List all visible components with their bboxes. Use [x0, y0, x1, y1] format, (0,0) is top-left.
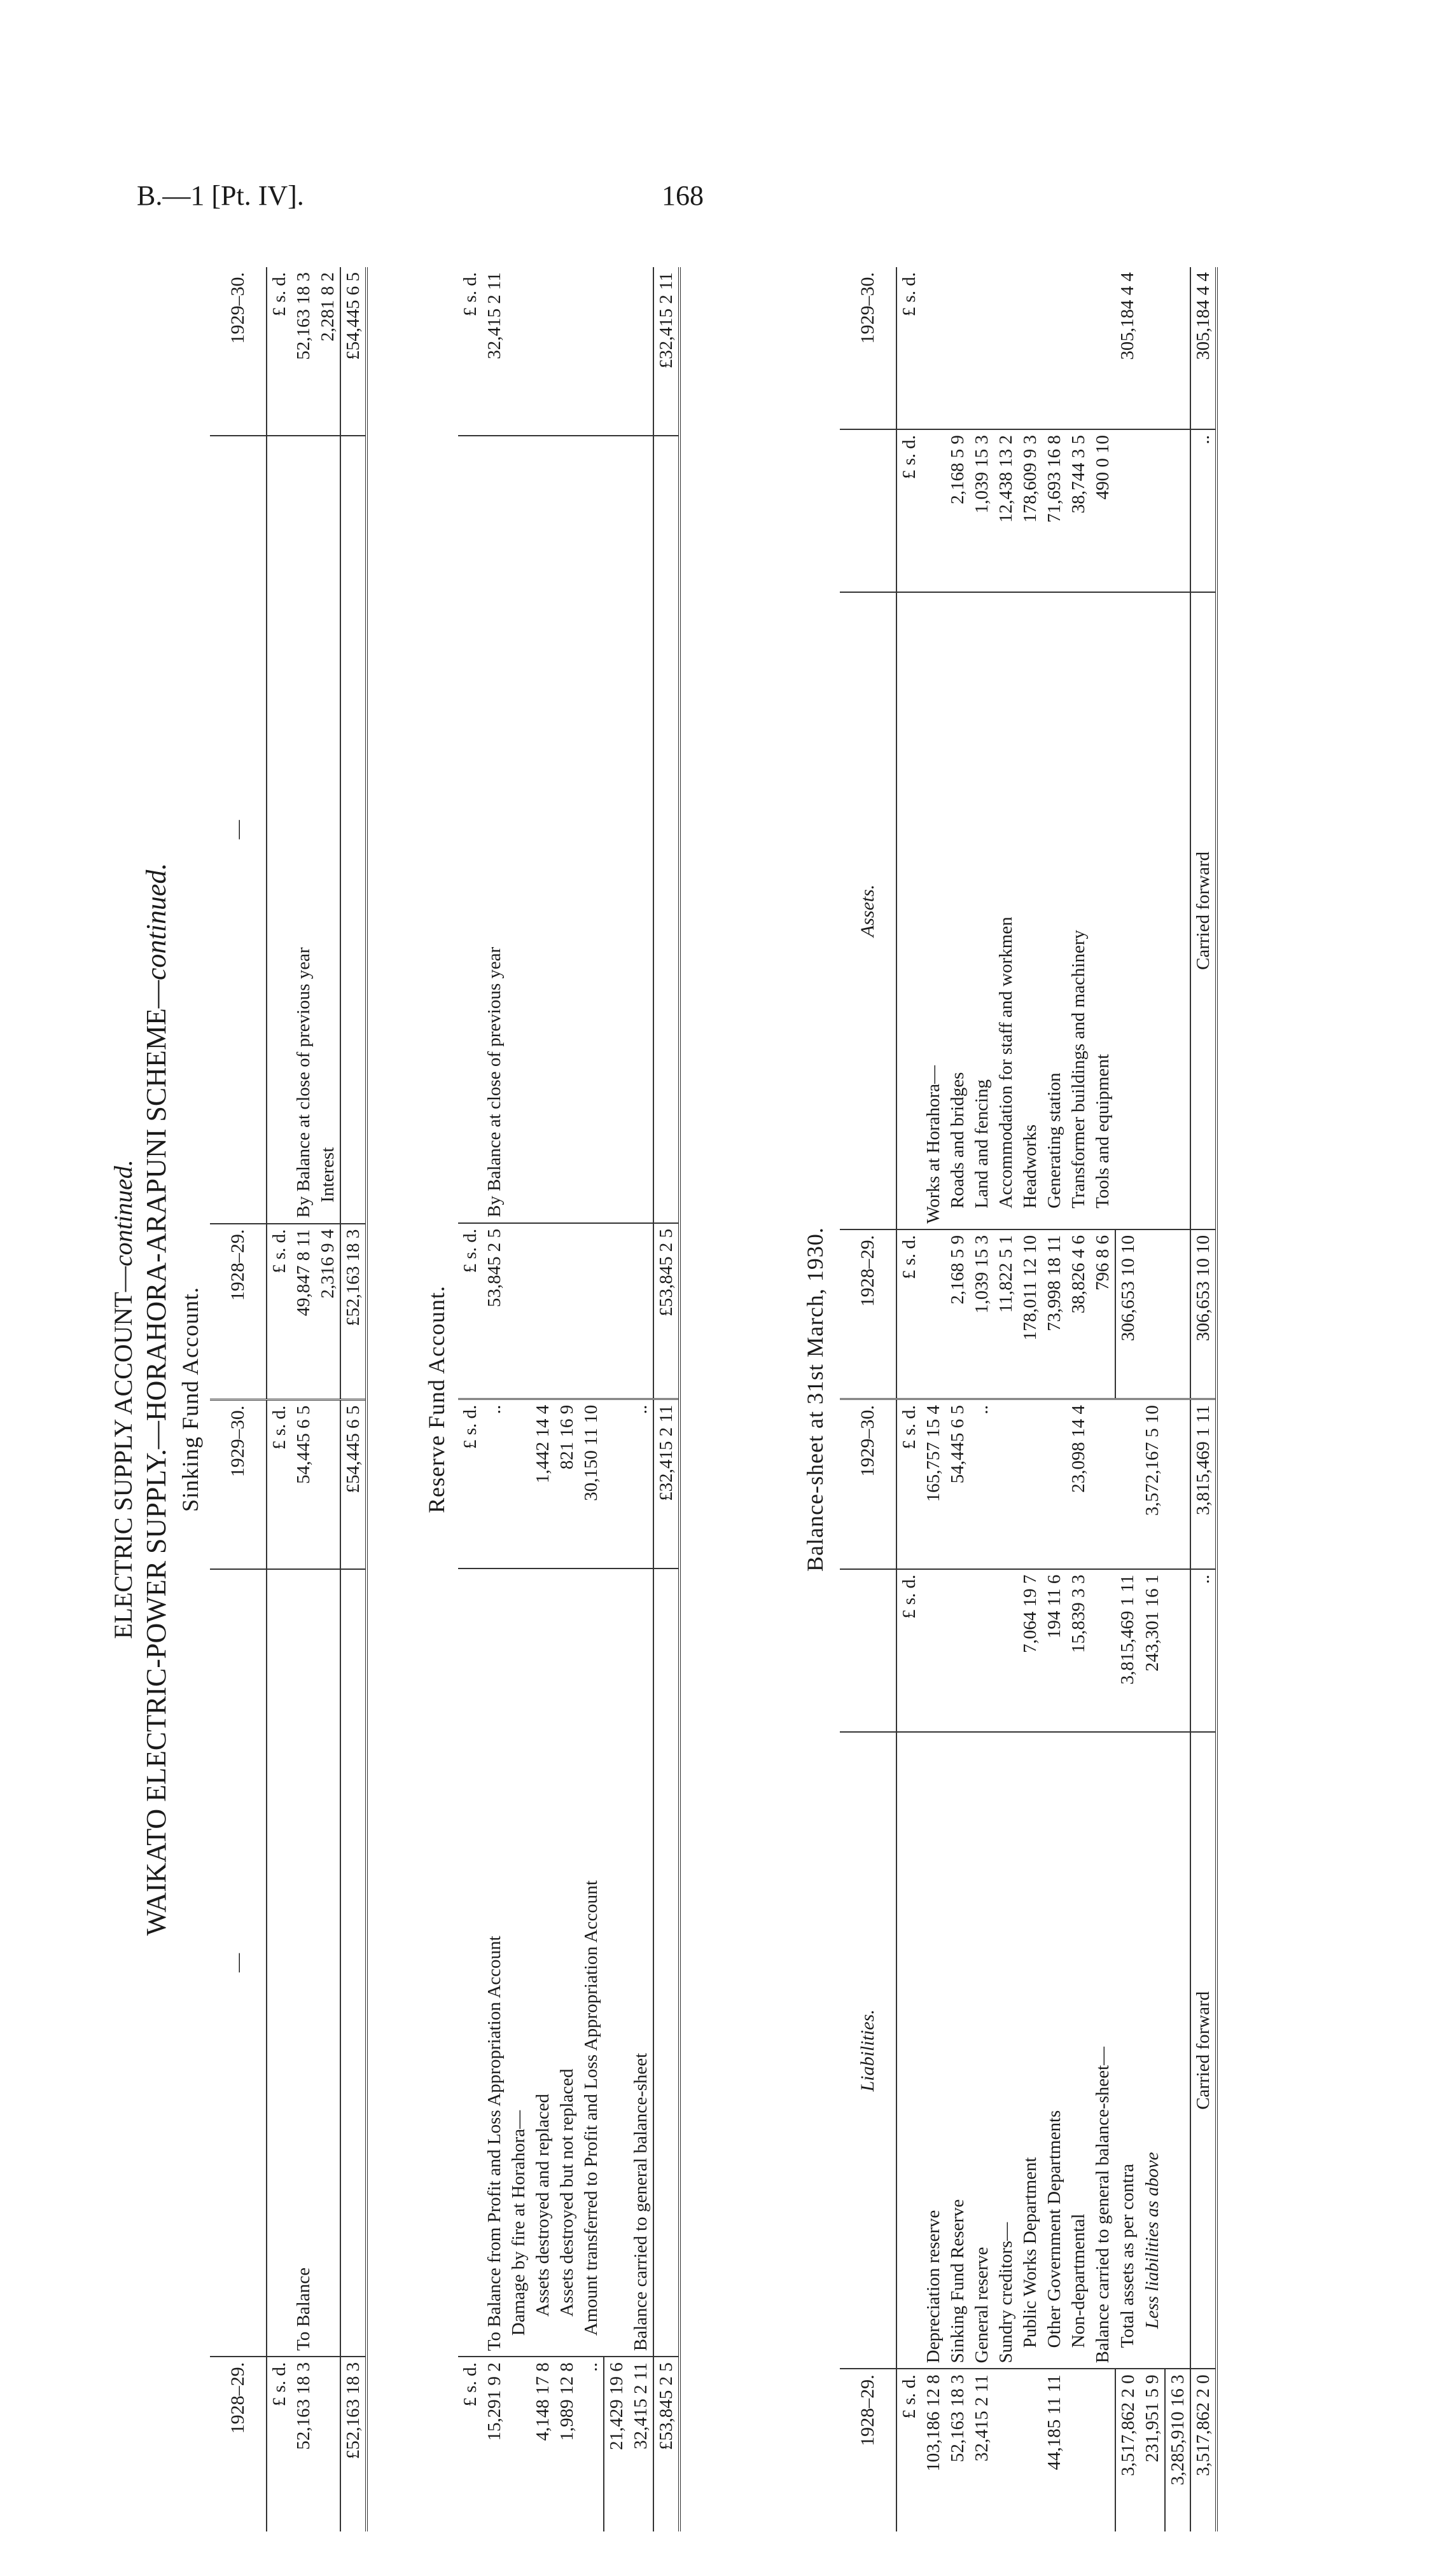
- amount: 32,415 2 11: [631, 2362, 651, 2449]
- entry-label: Non-departmental: [1066, 1732, 1091, 2369]
- amount: 30,150 11 10: [579, 1399, 604, 1568]
- total: £54,445 6 5: [340, 1399, 366, 1569]
- units: £ s. d.: [267, 1399, 291, 1569]
- page-number: 168: [662, 180, 704, 211]
- amount: 15,291 9 2: [484, 2362, 505, 2441]
- amount: 194 11 6: [1042, 1569, 1066, 1733]
- units: £ s. d.: [896, 1229, 921, 1399]
- units: £ s. d.: [896, 1569, 921, 1733]
- units: £ s. d.: [899, 2374, 919, 2419]
- liabilities-heading: Liabilities.: [840, 1732, 896, 2369]
- units: £ s. d.: [458, 1223, 482, 1399]
- amount: 243,301 16 1: [1140, 1569, 1165, 1733]
- amount: 12,438 13 2: [994, 429, 1018, 592]
- amount: 44,185 11 11: [1044, 2374, 1064, 2470]
- amount: 54,445 6 5: [291, 1399, 316, 1569]
- amount: 3,285,910 16 3: [1165, 2369, 1190, 2531]
- balance-sheet-heading: Balance-sheet at 31st March, 1930.: [802, 1227, 828, 1572]
- entry-label: To Balance from Profit and Loss Appropriation Account: [482, 1568, 506, 2357]
- title-line-1: ELECTRIC SUPPLY ACCOUNT—continued.: [109, 1160, 137, 1639]
- entry-label: General reserve: [970, 1732, 994, 2369]
- amount: 73,998 18 11: [1042, 1229, 1066, 1399]
- entry-label: Generating station: [1042, 592, 1066, 1229]
- units: £ s. d.: [896, 429, 921, 592]
- reserve-fund-heading: Reserve Fund Account.: [424, 1285, 449, 1513]
- entry-label: Other Government Departments: [1042, 1732, 1066, 2369]
- amount: 165,757 15 4: [921, 1399, 945, 1569]
- rotated-page: [102, 223, 1374, 2576]
- amount: 2,316 9 4: [316, 1224, 340, 1400]
- total: £32,415 2 11: [653, 1399, 680, 1568]
- amount: 490 0 10: [1091, 429, 1115, 592]
- amount: 38,744 3 5: [1066, 429, 1091, 592]
- amount: 32,415 2 11: [972, 2374, 992, 2462]
- entry-label: Total assets as per contra: [1115, 1732, 1140, 2369]
- amount: 1,442 14 4: [531, 1399, 555, 1568]
- units: £ s. d.: [269, 2362, 289, 2407]
- amount: 2,168 5 9: [945, 1229, 970, 1399]
- amount: 54,445 6 5: [945, 1399, 970, 1569]
- total: £52,163 18 3: [340, 1224, 366, 1400]
- amount: 178,609 9 3: [1018, 429, 1042, 592]
- entry-label: Public Works Department: [1018, 1732, 1042, 2369]
- entry-label: Sundry creditors—: [994, 1732, 1018, 2369]
- amount: 3,517,862 2 0: [1115, 2369, 1140, 2531]
- amount: 32,415 2 11: [482, 267, 506, 436]
- amount: 178,011 12 10: [1018, 1229, 1042, 1399]
- amount: 52,163 18 3: [291, 267, 316, 436]
- amount: 49,847 8 11: [291, 1224, 316, 1400]
- amount: 821 16 9: [555, 1399, 579, 1568]
- amount: 15,839 3 3: [1066, 1569, 1091, 1733]
- entry-label: Amount transferred to Profit and Loss Appropriation Account: [579, 1568, 604, 2357]
- units: £ s. d.: [458, 267, 482, 436]
- amount: 1,989 12 8: [557, 2362, 577, 2441]
- amount: 71,693 16 8: [1042, 429, 1066, 592]
- units: £ s. d.: [267, 1224, 291, 1400]
- amount: 11,822 5 1: [994, 1229, 1018, 1399]
- entry-label: By Balance at close of previous year: [291, 436, 316, 1223]
- entry-label: Assets destroyed but not replaced: [555, 1568, 579, 2357]
- amount: 3,815,469 1 11: [1115, 1569, 1140, 1733]
- entry-label: Balance carried to general balance-sheet: [629, 1568, 653, 2357]
- amount: 7,064 19 7: [1018, 1569, 1042, 1733]
- entry-label: By Balance at close of previous year: [482, 436, 506, 1223]
- total: £32,415 2 11: [653, 267, 680, 436]
- amount: 1,039 15 3: [970, 1229, 994, 1399]
- amount: ..: [581, 2362, 601, 2372]
- amount: 52,163 18 3: [947, 2374, 968, 2463]
- balance-sheet-table: [840, 267, 1218, 2531]
- entry-label: Interest: [316, 436, 340, 1223]
- amount: 306,653 10 10: [1115, 1229, 1140, 1399]
- col-head: —: [210, 436, 267, 1223]
- carried-forward-label: Carried forward: [1190, 592, 1216, 1229]
- col-head: 1928–29.: [840, 1229, 896, 1399]
- amount: 231,951 5 9: [1142, 2374, 1162, 2463]
- col-head: 1928–29.: [840, 2369, 896, 2531]
- amount: 52,163 18 3: [293, 2362, 314, 2450]
- title-line-2: WAIKATO ELECTRIC-POWER SUPPLY.—HORAHORA-ARAPUNI SCHEME—continued.: [141, 862, 172, 1936]
- amount: 23,098 14 4: [1066, 1399, 1091, 1569]
- col-head: 1928–29.: [210, 1224, 267, 1400]
- entry-label: Balance carried to general balance-sheet—: [1091, 1732, 1115, 2369]
- units: £ s. d.: [267, 267, 291, 436]
- total: £52,163 18 3: [340, 2357, 366, 2531]
- amount: 305,184 4 4: [1115, 267, 1140, 429]
- col-head: 1929–30.: [210, 1399, 267, 1569]
- entry-label: Assets destroyed and replaced: [531, 1568, 555, 2357]
- amount: 1,039 15 3: [970, 429, 994, 592]
- amount: ..: [1190, 429, 1216, 592]
- entry-label: To Balance: [291, 1569, 316, 2357]
- amount: 2,168 5 9: [945, 429, 970, 592]
- col-head: 1929–30.: [840, 1399, 896, 1569]
- entry-label: Accommodation for staff and workmen: [994, 592, 1018, 1229]
- carried-forward-label: Carried forward: [1190, 1732, 1216, 2369]
- total: 3,815,469 1 11: [1190, 1399, 1216, 1569]
- total: 306,653 10 10: [1190, 1229, 1216, 1399]
- entry-label: Damage by fire at Horahora—: [506, 1568, 531, 2357]
- amount: 21,429 19 6: [604, 2357, 629, 2531]
- col-head: 1928–29.: [210, 2357, 267, 2531]
- col-head: —: [210, 1569, 267, 2357]
- col-head: 1929–30.: [840, 267, 896, 429]
- amount: 3,572,167 5 10: [1140, 1399, 1165, 1569]
- amount: ..: [482, 1399, 506, 1568]
- entry-label: Sinking Fund Reserve: [945, 1732, 970, 2369]
- total: £53,845 2 5: [653, 2357, 680, 2531]
- total: 3,517,862 2 0: [1190, 2369, 1216, 2531]
- entry-label: Roads and bridges: [945, 592, 970, 1229]
- amount: 796 8 6: [1091, 1229, 1115, 1399]
- amount: ..: [629, 1399, 653, 1568]
- amount: 38,826 4 6: [1066, 1229, 1091, 1399]
- units: £ s. d.: [458, 1399, 482, 1568]
- sinking-fund-table: [210, 267, 368, 2531]
- units: £ s. d.: [896, 267, 921, 429]
- sinking-fund-heading: Sinking Fund Account.: [178, 1286, 203, 1513]
- amount: ..: [970, 1399, 994, 1569]
- entry-label: Transformer buildings and machinery: [1066, 592, 1091, 1229]
- total: 305,184 4 4: [1190, 267, 1216, 429]
- reserve-fund-table: [458, 267, 681, 2531]
- amount: 4,148 17 8: [533, 2362, 553, 2441]
- entry-label: Works at Horahora—: [921, 592, 945, 1229]
- total: £54,445 6 5: [340, 267, 366, 436]
- amount: 103,186 12 8: [923, 2374, 944, 2472]
- units: £ s. d.: [896, 1399, 921, 1569]
- entry-label: Less liabilities as above: [1140, 1732, 1165, 2369]
- page-ref: B.—1 [Pt. IV].: [137, 180, 304, 211]
- assets-heading: Assets.: [840, 592, 896, 1229]
- units: £ s. d.: [460, 2362, 480, 2407]
- amount: ..: [1190, 1569, 1216, 1733]
- entry-label: Tools and equipment: [1091, 592, 1115, 1229]
- entry-label: Land and fencing: [970, 592, 994, 1229]
- total: £53,845 2 5: [653, 1223, 680, 1399]
- amount: 53,845 2 5: [482, 1223, 506, 1399]
- entry-label: Depreciation reserve: [921, 1732, 945, 2369]
- entry-label: Headworks: [1018, 592, 1042, 1229]
- col-head: 1929–30.: [210, 267, 267, 436]
- amount: 2,281 8 2: [316, 267, 340, 436]
